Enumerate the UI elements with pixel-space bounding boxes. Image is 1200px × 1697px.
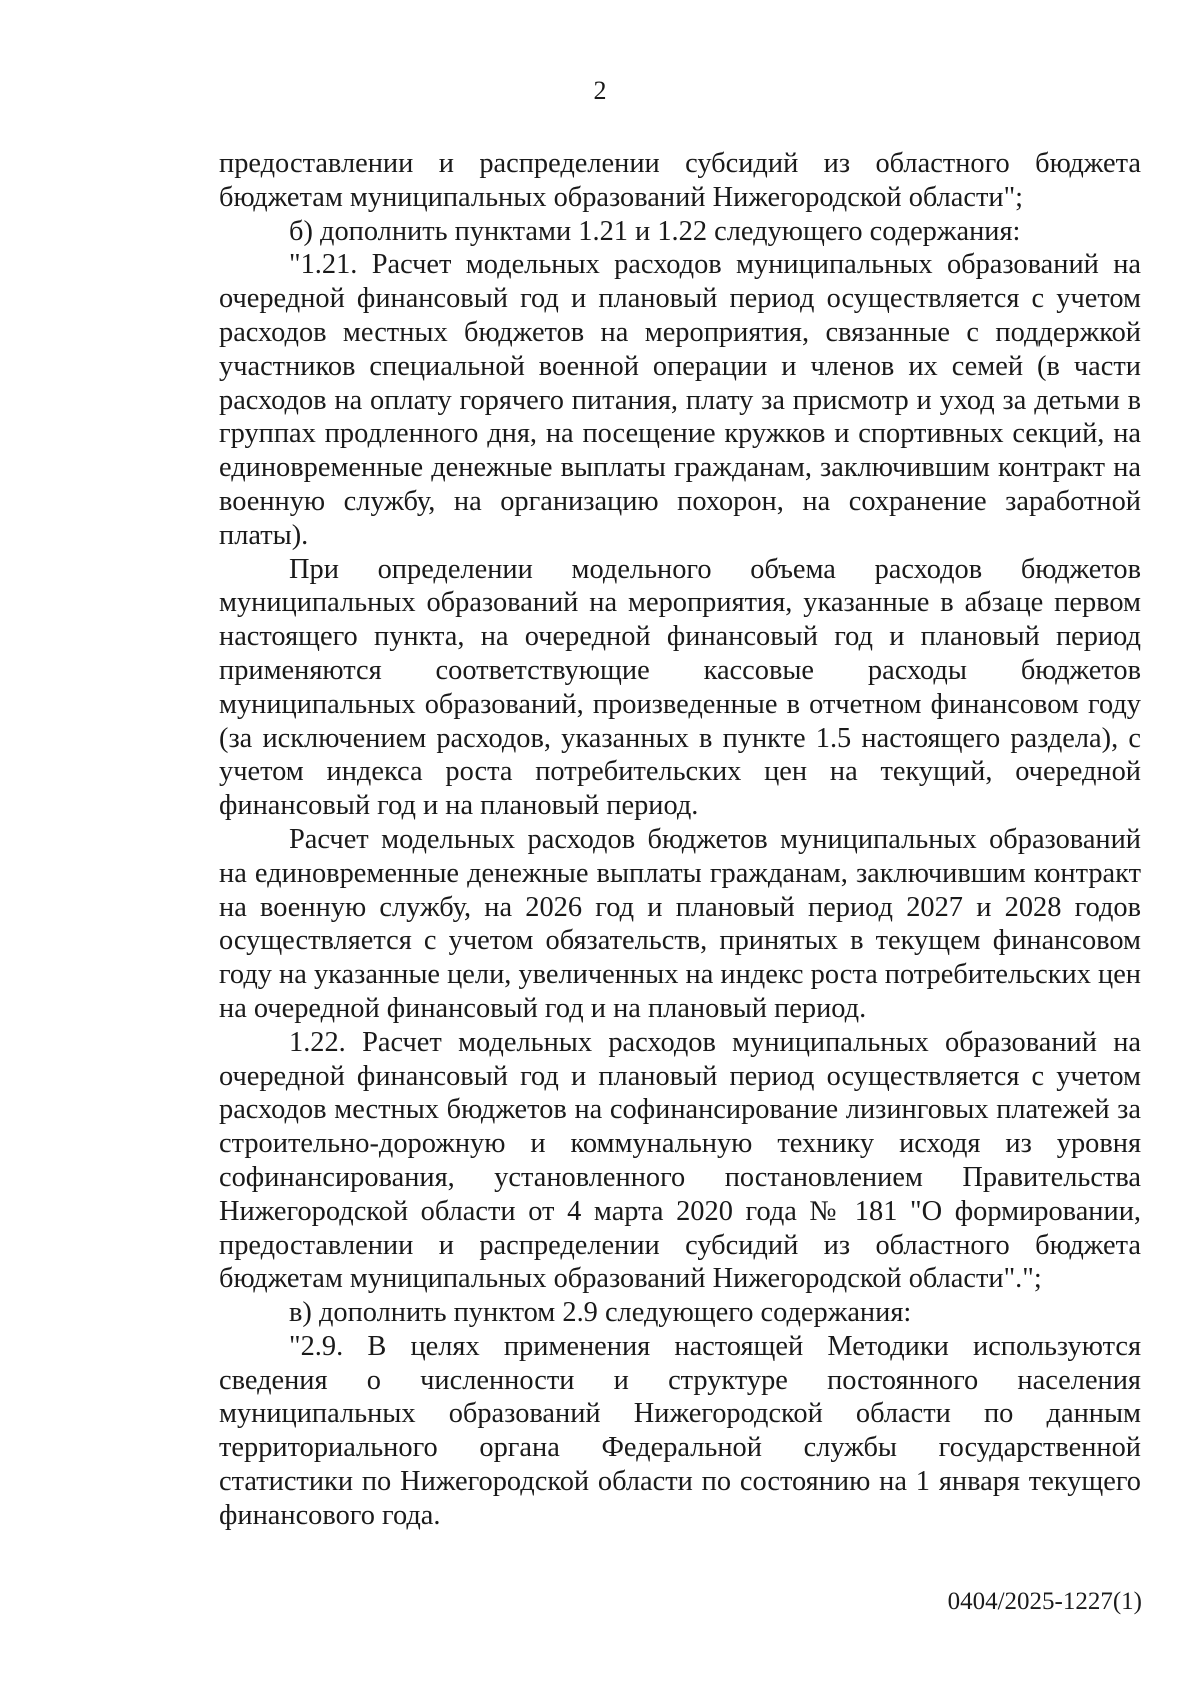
paragraph: Расчет модельных расходов бюджетов муниципальных образований на единовременные денежные выплаты гражданам, заключившим контракт на военную службу, на 2026 год и плановый период 2027 и 2028 годов осуществляется с учетом обязательств, принятых в текущем финансовом году на указанные цели, увеличенных на индекс роста потребительских цен на очередной финансовый год и на плановый период. [219,823,1141,1024]
document-body [219,147,1141,1533]
paragraph: 1.22. Расчет модельных расходов муниципальных образований на очередной финансовый год и плановый период осуществляется с учетом расходов местных бюджетов на софинансирование лизинговых платежей за строительно-дорожную и коммунальную технику исходя из уровня софинансирования, установленного постановлением Правительства Нижегородской области от 4 марта 2020 года № 181 "О формировании, предоставлении и распределении субсидий из областного бюджета бюджетам муниципальных образований Нижегородской области"."; [219,1026,1141,1295]
registration-number: 0404/2025-1227(1) [947,1588,1142,1615]
paragraph: предоставлении и распределении субсидий из областного бюджета бюджетам муниципальных образований Нижегородской области"; [219,148,1141,213]
paragraph: б) дополнить пунктами 1.21 и 1.22 следующего содержания: [289,215,1021,247]
paragraph: "2.9. В целях применения настоящей Методики используются сведения о численности и структуре постоянного населения муниципальных образований Нижегородской области по данным территориального органа Федеральной службы государственной статистики по Нижегородской области по состоянию на 1 января текущего финансового года. [219,1330,1141,1531]
page-number: 2 [593,76,607,105]
paragraph: в) дополнить пунктом 2.9 следующего содержания: [289,1297,912,1329]
paragraph: При определении модельного объема расходов бюджетов муниципальных образований на мероприятия, указанные в абзаце первом настоящего пункта, на очередной финансовый год и плановый период применяются соответствующие кассовые расходы бюджетов муниципальных образований, произведенные в отчетном финансовом году (за исключением расходов, указанных в пункте 1.5 настоящего раздела), с учетом индекса роста потребительских цен на текущий, очередной финансовый год и на плановый период. [219,553,1141,822]
paragraph: "1.21. Расчет модельных расходов муниципальных образований на очередной финансовый год и плановый период осуществляется с учетом расходов местных бюджетов на мероприятия, связанные с поддержкой участников специальной военной операции и членов их семей (в части расходов на оплату горячего питания, плату за присмотр и уход за детьми в группах продленного дня, на посещение кружков и спортивных секций, на единовременные денежные выплаты гражданам, заключившим контракт на военную службу, на организацию похорон, на сохранение заработной платы). [219,249,1141,551]
